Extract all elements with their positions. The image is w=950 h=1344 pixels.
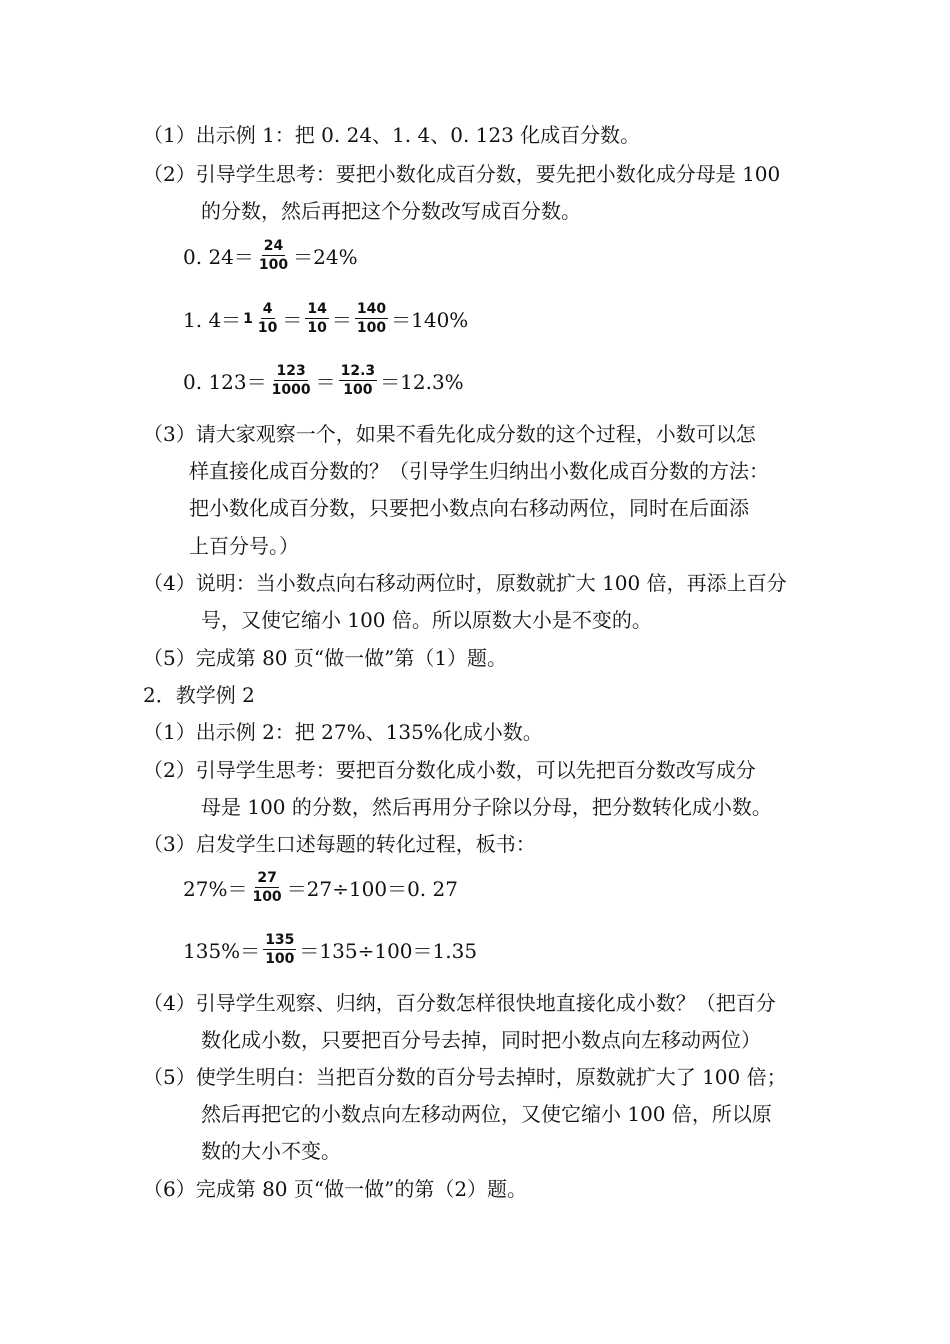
numerator: 4 [262,301,273,317]
example1-step3-line1: （3）请大家观察一个，如果不看先化成分数的这个过程，小数可以怎 [143,422,756,446]
denominator: 100 [258,257,289,273]
example2-step5-line3: 数的大小不变。 [201,1139,341,1163]
formula-lhs: 0. 24＝ [183,245,254,269]
example1-step5: （5）完成第 80 页“做一做”第（1）题。 [143,646,508,670]
formula-rhs: ＝140% [391,308,469,332]
example2-step3: （3）启发学生口述每题的转化过程，板书： [143,832,536,856]
example1-formula3 [183,363,464,398]
denominator: 100 [252,889,282,905]
example2-formula1 [183,870,458,905]
example1-step4-line2: 号，又使它缩小 100 倍。所以原数大小是不变的。 [201,608,652,632]
example2-step2-line1: （2）引导学生思考：要把百分数化成小数，可以先把百分数改写成分 [143,758,756,782]
example2-step1: （1）出示例 2：把 27%、135%化成小数。 [143,720,543,744]
numerator: 27 [257,870,277,886]
equals-sign: ＝ [282,308,303,332]
example2-step4-line1: （4）引导学生观察、归纳，百分数怎样很快地直接化成小数？（把百分 [143,991,776,1015]
example1-step2-line1: （2）引导学生思考：要把小数化成百分数，要先把小数化成分母是 100 [143,162,781,186]
example2-step6: （6）完成第 80 页“做一做”的第（2）题。 [143,1177,528,1201]
equals-sign: ＝ [331,308,352,332]
fraction [305,301,328,336]
equals-sign: ＝ [315,370,336,394]
denominator: 1000 [271,382,311,398]
example1-step2-line2: 的分数，然后再把这个分数改写成百分数。 [201,199,581,223]
example1-step1: （1）出示例 1：把 0. 24、1. 4、0. 123 化成百分数。 [143,123,641,147]
fraction [355,301,388,336]
numerator: 123 [276,363,306,379]
numerator: 135 [265,932,295,948]
example2-heading: 2．教学例 2 [143,683,255,707]
fraction [263,932,296,967]
example1-step3-line4: 上百分号。） [189,534,299,558]
denominator: 10 [257,320,278,336]
formula-rhs: ＝24% [293,245,358,269]
denominator: 100 [356,320,387,336]
denominator: 100 [265,951,295,967]
denominator: 100 [343,382,373,398]
formula-lhs: 135%＝ [183,939,261,963]
fraction [339,363,378,398]
numerator: 24 [263,238,284,254]
denominator: 10 [307,320,327,336]
example1-step3-line3: 把小数化成百分数，只要把小数点向右移动两位，同时在后面添 [189,496,749,520]
example2-step2-line2: 母是 100 的分数，然后再用分子除以分母，把分数转化成小数。 [201,795,772,819]
example1-formula1 [183,238,358,273]
fraction [270,363,313,398]
numerator: 14 [307,301,327,317]
example2-formula2 [183,932,477,967]
mixed-whole-number: 1 [243,310,253,327]
example1-formula2 [183,301,468,336]
fraction [256,301,279,336]
formula-rhs: ＝12.3% [380,370,464,394]
fraction [250,870,283,905]
formula-rhs: ＝27÷100＝0. 27 [286,877,458,901]
formula-lhs: 27%＝ [183,877,248,901]
numerator: 140 [356,301,387,317]
fraction [257,238,290,273]
example2-step5-line2: 然后再把它的小数点向左移动两位，又使它缩小 100 倍，所以原 [201,1102,772,1126]
formula-lhs: 1. 4＝ [183,308,242,332]
example2-step5-line1: （5）使学生明白：当把百分数的百分号去掉时，原数就扩大了 100 倍； [143,1065,787,1089]
formula-rhs: ＝135÷100＝1.35 [299,939,478,963]
numerator: 12.3 [340,363,376,379]
example1-step4-line1: （4）说明：当小数点向右移动两位时，原数就扩大 100 倍，再添上百分 [143,571,787,595]
example2-step4-line2: 数化成小数，只要把百分号去掉，同时把小数点向左移动两位） [201,1028,761,1052]
example1-step3-line2: 样直接化成百分数的？（引导学生归纳出小数化成百分数的方法： [189,459,769,483]
formula-lhs: 0. 123＝ [183,370,267,394]
